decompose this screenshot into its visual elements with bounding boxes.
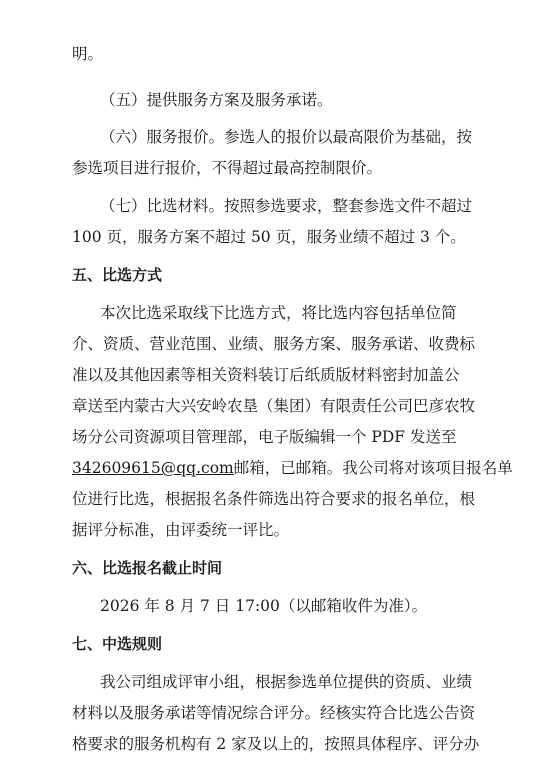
- item-6-line-1: （六）服务报价。参选人的报价以最高限价为基础，按: [100, 128, 473, 146]
- item-7-line-2: 100 页，服务方案不超过 50 页，服务业绩不超过 3 个。: [72, 228, 466, 246]
- section-7-line-3: 格要求的服务机构有 2 家及以上的，按照具体程序、评分办: [72, 735, 480, 753]
- section-5-line-4: 章送至内蒙古大兴安岭农垦（集团）有限责任公司巴彦农牧: [72, 397, 476, 415]
- section-heading-7: 七、中选规则: [72, 635, 163, 653]
- deadline-line: 2026 年 8 月 7 日 17:00（以邮箱收件为准）。: [100, 597, 428, 615]
- section-5-line-1: 本次比选采取线下比选方式，将比选内容包括单位简: [100, 304, 457, 322]
- section-5-line-7: 位进行比选，根据报名条件筛选出符合要求的报名单位，根: [72, 490, 476, 508]
- section-5-line-6-text: 邮箱，已邮箱。我公司将对该项目报名单: [233, 459, 513, 477]
- section-heading-5: 五、比选方式: [72, 266, 163, 284]
- item-6-line-2: 参选项目进行报价，不得超过最高控制限价。: [72, 159, 383, 177]
- section-5-line-5: 场分公司资源项目管理部，电子版编辑一个 PDF 发送至: [72, 428, 457, 446]
- section-heading-6: 六、比选报名截止时间: [72, 559, 223, 577]
- section-5-line-8: 据评分标准，由评委统一评比。: [72, 521, 290, 539]
- section-5-line-6: [72, 457, 560, 479]
- section-5-line-3: 准以及其他因素等相关资料装订后纸质版材料密封加盖公: [72, 366, 460, 384]
- item-7-line-1: （七）比选材料。按照参选要求，整套参选文件不超过: [100, 197, 473, 215]
- section-5-line-2: 介、资质、营业范围、业绩、服务方案、服务承诺、收费标: [72, 335, 476, 353]
- section-7-line-2: 材料以及服务承诺等情况综合评分。经核实符合比选公告资: [72, 704, 476, 722]
- item-5-line: （五）提供服务方案及服务承诺。: [100, 91, 333, 109]
- email-link[interactable]: 342609615@qq.com: [72, 459, 234, 477]
- paragraph-line: 明。: [72, 45, 104, 63]
- section-7-line-1: 我公司组成评审小组，根据参选单位提供的资质、业绩: [100, 673, 473, 691]
